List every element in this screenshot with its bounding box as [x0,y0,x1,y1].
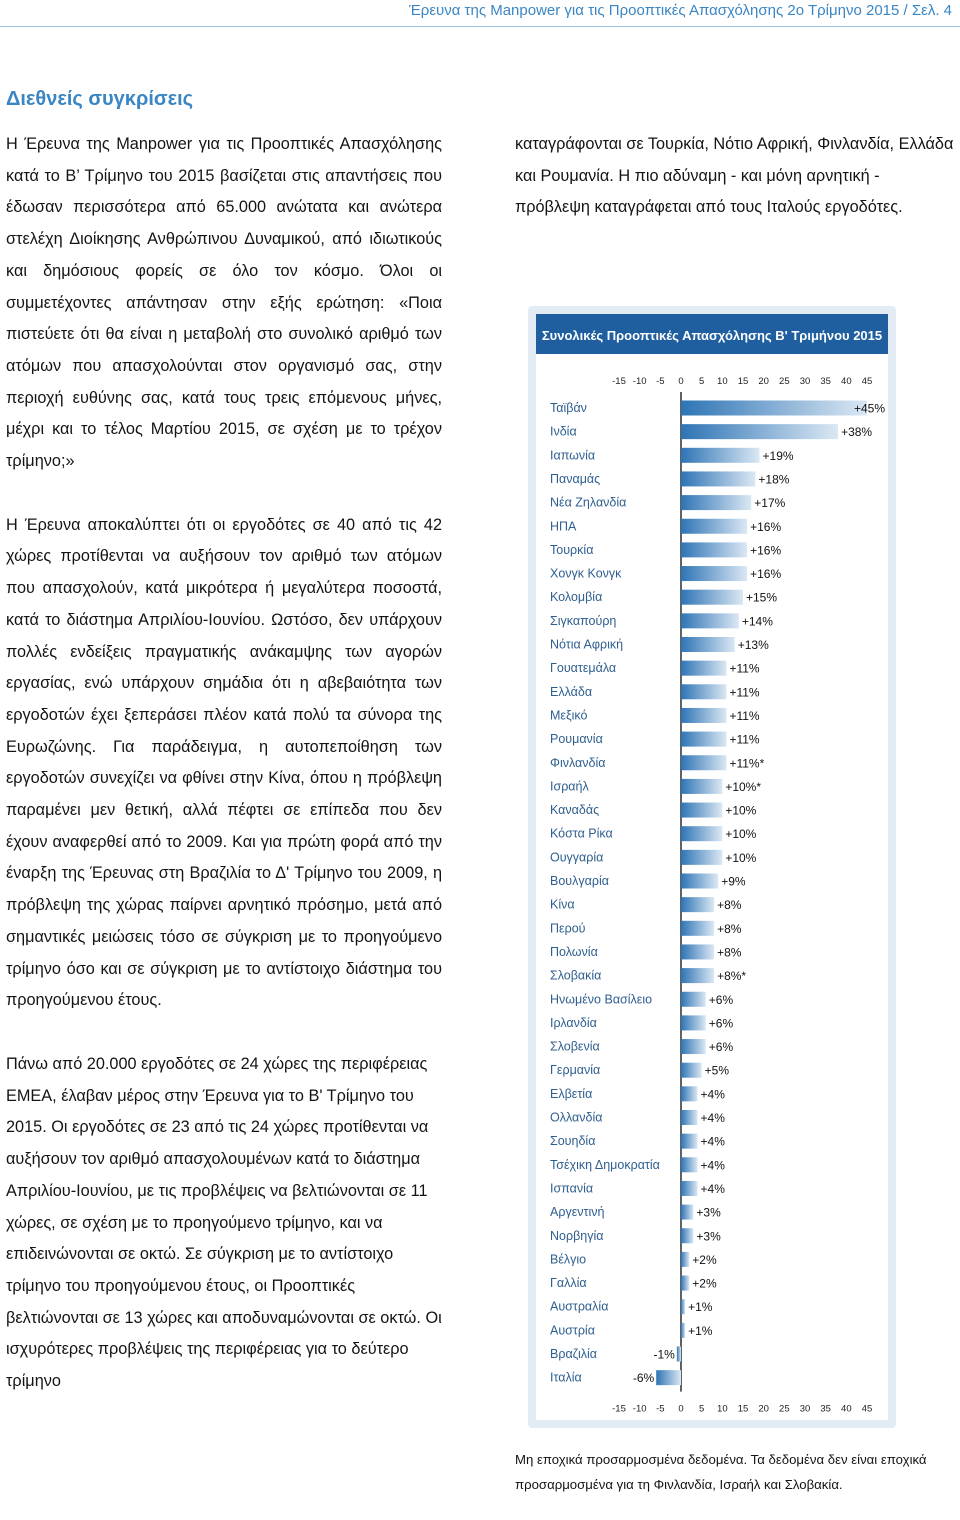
country-label: Ινδία [550,424,577,439]
country-label: Ρουμανία [550,732,603,747]
country-label: Νέα Ζηλανδία [550,495,627,510]
bar [681,566,747,581]
country-label: Κολομβία [550,590,603,605]
chart-row [550,897,742,912]
chart-row [550,661,760,676]
top-axis-tick-label: 15 [737,376,749,387]
bar [681,708,726,723]
value-label: +3% [696,1205,721,1220]
country-label: Κίνα [550,897,575,912]
value-label: +2% [692,1252,717,1267]
country-label: Σιγκαπούρη [550,613,617,628]
value-label: +9% [721,874,746,889]
value-label: +1% [688,1300,713,1315]
bar [677,1347,681,1362]
country-label: Μεξικό [550,708,588,723]
chart-row [550,401,885,416]
value-label: +4% [700,1158,725,1173]
chart-row [550,613,773,628]
bar [681,850,722,865]
bottom-axis-tick-label: 15 [737,1403,749,1415]
bar [681,992,706,1007]
top-axis-tick-label: 0 [678,376,684,387]
value-label: +19% [762,448,794,463]
value-label: +16% [750,567,782,582]
bar [681,684,726,699]
chart-row [550,732,760,747]
bar [681,732,726,747]
country-label: Βέλγιο [550,1252,587,1267]
bar [681,1039,706,1054]
value-label: +16% [750,543,782,558]
chart-row [550,566,781,581]
chart-frame [528,306,896,1428]
chart-row [550,779,761,794]
country-label: Αυστραλία [550,1299,609,1314]
value-label: -1% [653,1347,675,1362]
country-label: Ιταλία [550,1370,582,1385]
bar [681,542,747,557]
chart-row [550,495,786,510]
country-label: Σουηδία [550,1134,596,1149]
country-label: Ταϊβάν [550,401,587,415]
country-label: Ολλανδία [550,1110,603,1125]
bar [681,613,739,628]
value-label: +4% [700,1111,725,1125]
value-label: +5% [704,1063,730,1078]
country-label: Σλοβακία [550,968,602,983]
bar [681,471,755,486]
value-label: +11% [729,708,760,723]
bar [681,897,714,912]
section-title: Διεθνείς συγκρίσεις [6,88,194,110]
country-label: Ουγγαρία [550,850,604,865]
bar [681,1086,698,1101]
chart-row [550,826,757,841]
bar [681,968,714,983]
bottom-axis-tick-label: 25 [779,1403,790,1415]
chart-row [550,1015,733,1030]
country-label: Τσέχικη Δημοκρατία [550,1157,660,1172]
bar [681,1015,706,1030]
country-label: Ισραήλ [550,779,589,794]
country-label: Γουατεμάλα [550,661,617,676]
bar [681,921,714,936]
value-label: +4% [700,1087,725,1102]
value-label: +6% [708,1016,734,1031]
value-label: +10% [725,850,757,865]
page-header [409,2,952,19]
bar [681,1157,698,1172]
country-label: Κόστα Ρίκα [550,826,613,841]
axis-bottom [612,1404,872,1415]
bottom-axis-tick-label: 0 [678,1403,684,1415]
country-label: Βραζιλία [550,1347,597,1361]
right-column [515,129,955,224]
chart-row [550,1157,725,1172]
top-axis-tick-label: 45 [861,376,873,387]
bottom-axis-tick-label: 5 [699,1403,705,1415]
value-label: +11% [729,661,760,676]
country-label: Φινλανδία [550,755,606,770]
bottom-axis-tick-label: -15 [612,1403,626,1415]
employment-outlook-chart [536,314,888,1420]
value-label: +11% [729,732,760,747]
country-label: Σλοβενία [550,1039,600,1054]
chart-row [550,708,760,723]
value-label: +8% [717,898,742,913]
bar [656,1370,681,1385]
chart-row [550,590,777,605]
country-label: Ηνωμένο Βασίλειο [550,992,653,1007]
chart-row [550,1299,713,1314]
chart-row [550,755,765,770]
country-label: Καναδάς [550,803,600,818]
bar [681,779,722,794]
header-divider [0,26,960,27]
country-label: Γερμανία [550,1063,601,1078]
value-label: +16% [750,519,782,534]
value-label: +11% [729,685,760,700]
value-label: +6% [708,992,734,1007]
value-label: +13% [737,638,769,652]
chart-row [550,992,733,1007]
bar [681,755,726,770]
axis-top [612,376,872,387]
bar [681,1205,693,1220]
country-label: Χονγκ Κονγκ [550,566,622,581]
country-label: Βουλγαρία [550,874,609,888]
chart-row [550,1181,725,1196]
top-axis-tick-label: 25 [779,376,790,387]
chart-row [550,471,790,486]
chart-row [550,850,757,865]
header-text: Έρευνα της Manpower για τις Προοπτικές Απασχόλησης 2ο Τρίμηνο 2015 / Σελ. 4 [409,2,952,19]
value-label: +8% [717,945,742,960]
value-label: +4% [700,1181,725,1196]
country-label: Τουρκία [550,542,594,557]
bar [681,424,838,439]
bar [681,519,747,534]
bar [681,1252,689,1267]
bar [681,944,714,959]
value-label: +14% [741,614,773,629]
country-label: Ιαπωνία [550,448,596,463]
bottom-axis-tick-label: 10 [717,1403,728,1415]
chart-row [550,637,769,652]
country-label: Παναμάς [550,471,601,486]
chart-row [550,519,781,534]
value-label: +10%* [725,779,762,794]
value-label: +3% [696,1229,721,1244]
country-label: Πολωνία [550,944,598,959]
chart-row [550,1276,717,1291]
chart-row [550,684,760,699]
value-label: +11%* [729,756,765,771]
value-label: +45% [853,401,885,416]
chart-row [550,1086,725,1101]
chart-row [550,1252,717,1267]
bar [681,401,867,416]
value-label: +38% [841,425,873,440]
chart-row [550,424,872,439]
bar [681,1063,702,1078]
bar [681,1110,698,1125]
country-label: Αργεντινή [550,1205,605,1220]
paragraph-1: Η Έρευνα της Manpower για τις Προοπτικές Απασχόλησης κατά το Β’ Τρίμηνο του 2015 βασίζεται στις απαντήσεις που έδωσαν περισσότερα από 65.000 ανώτατα και ανώτερα στελέχη Διοίκησης Ανθρώπινου Δυναμικού, από ιδιωτικούς και δημόσιους φορείς σε όλο τον κόσμο. Όλοι οι συμμετέχοντες απάντησαν στην εξής ερώτηση: «Ποια πιστεύετε ότι θα είναι η μεταβολή στο συνολικό αριθμό των ατόμων που απασχολούνται στον οργανισμό σας, στην περιοχή ευθύνης σας, κατά τους τρεις επόμενους μήνες, μέχρι και το τέλος Μαρτίου 2015, σε σχέση με το τρέχον τρίμηνο;» [6,135,442,471]
value-label: +10% [725,803,757,818]
bottom-axis-tick-label: 45 [861,1403,873,1415]
country-label: Αυστρία [550,1323,595,1338]
bottom-axis-tick-label: 35 [820,1403,831,1415]
bottom-axis-tick-label: 40 [841,1403,852,1415]
bar [681,1134,698,1149]
chart-row [550,803,757,818]
value-label: +1% [688,1323,713,1338]
bar [681,826,722,841]
bar [681,1276,689,1291]
bottom-axis-tick-label: 20 [758,1403,769,1415]
chart-row [550,921,742,936]
value-label: +4% [700,1134,725,1149]
bar [681,448,760,463]
chart-row [550,1110,725,1125]
top-axis-tick-label: 10 [717,376,728,387]
chart-row [550,874,746,889]
chart-row [550,1370,681,1385]
chart-row [550,968,746,983]
value-label: +6% [708,1040,734,1055]
bottom-axis-tick-label: -5 [656,1403,665,1415]
value-label: +10% [725,827,757,842]
chart-title: Συνολικές Προοπτικές Απασχόλησης Β' Τριμήνου 2015 [541,328,883,343]
top-axis-tick-label: 5 [699,376,705,387]
paragraph-3: Πάνω από 20.000 εργοδότες σε 24 χώρες της περιφέρειας ΕΜΕΑ, έλαβαν μέρος στην Έρευνα για το Β' Τρίμηνο του 2015. Οι εργοδότες σε 23 από τις 24 χώρες προτίθενται να αυξήσουν τον αριθμό απασχολουμένων κατά το διάστημα Απριλίου-Ιουνίου, με τις προβλέψεις να βελτιώνονται σε 11 χώρες, σε σχέση με το προηγούμενο τρίμηνο, και να επιδεινώνονται σε οκτώ. Σε σύγκριση με το αντίστοιχο τρίμηνο του προηγούμενου έτους, οι Προοπτικές βελτιώνονται σε 13 χώρες και αποδυναμώνονται σε οκτώ. Οι ισχυρότερες προβλέψεις της περιφέρειας για το δεύτερο τρίμηνο [6,1054,442,1391]
chart-rows [550,401,885,1386]
bottom-axis-tick-label: 30 [799,1403,811,1415]
bar [681,1299,685,1314]
country-label: Ελβετία [550,1086,593,1101]
country-label: Περού [550,921,586,936]
chart-row [550,1063,729,1078]
chart-row [550,448,794,463]
top-axis-tick-label: 40 [841,376,852,387]
chart-row [550,944,742,959]
chart-row [550,542,781,557]
country-label: Ελλάδα [550,684,593,699]
paragraph-right-1: καταγράφονται σε Τουρκία, Νότιο Αφρική, Φινλανδία, Ελλάδα και Ρουμανία. Η πιο αδύναμη - και μόνη αρνητική - πρόβλεψη καταγράφεται από τους Ιταλούς εργοδότες. [515,135,954,217]
country-label: Νότια Αφρική [550,637,624,652]
left-column [6,129,442,1430]
top-axis-tick-label: 30 [799,376,811,387]
bar [681,637,735,652]
value-label: +8% [717,921,742,936]
value-label: +8%* [717,969,747,984]
bar [681,1228,693,1243]
bar [681,1323,685,1338]
top-axis-tick-label: 35 [820,376,831,387]
chart-row [550,1323,713,1338]
country-label: Νορβηγία [550,1228,604,1243]
country-label: Γαλλία [550,1276,587,1291]
top-axis-tick-label: -15 [612,376,626,387]
bar [681,1181,698,1196]
bottom-axis-tick-label: -10 [632,1403,647,1415]
country-label: Ισπανία [550,1181,594,1196]
footnote-text: Μη εποχικά προσαρμοσμένα δεδομένα. Τα δεδομένα δεν είναι εποχικά προσαρμοσμένα για τη Φινλανδία, Ισραήλ και Σλοβακία. [515,1452,927,1492]
value-label: +2% [692,1276,717,1291]
paragraph-2: Η Έρευνα αποκαλύπτει ότι οι εργοδότες σε 40 από τις 42 χώρες προτίθενται να αυξήσουν τον αριθμό των ατόμων που απασχολούν, κατά μικρότερα ή μεγαλύτερα ποσοστά, κατά το διάστημα Απριλίου-Ιουνίου. Ωστόσο, δεν υπάρχουν πολλές ενδείξεις πραγματικής ανάκαμψης των αγορών εργασίας, ενώ υπάρχουν σημάδια ότι η αβεβαιότητα των εργοδοτών έχει ξεπεράσει πλέον κατά πολύ τα σύνορα της Ευρωζώνης. Για παράδειγμα, η αυτοπεποίθηση των εργοδοτών συνεχίζει να φθίνει στην Κίνα, όπου η πρόβλεψη παραμένει μεν θετική, αλλά πέφτει σε επίπεδα που δεν έχουν αναφερθεί από το 2009. Και για πρώτη φορά από την έναρξη της Έρευνας στη Βραζιλία το Δ' Τρίμηνο του 2009, η πρόβλεψη της χώρας παίρνει αρνητικό πρόσημο, μετά από σημαντικές μειώσεις τόσο σε σύγκριση με το προηγούμενο τρίμηνο όσο και σε σύγκριση με το αντίστοιχο διάστημα του προηγούμενου έτους. [6,515,442,1010]
country-label: ΗΠΑ [550,519,577,534]
bar [681,803,722,818]
country-label: Ιρλανδία [550,1015,597,1030]
chart-row [550,1039,733,1054]
top-axis-tick-label: -10 [632,376,647,387]
bar [681,590,743,605]
bar [681,874,718,889]
chart-row [550,1228,721,1243]
value-label: +17% [754,496,786,511]
bar [681,495,751,510]
chart-row [550,1134,725,1149]
value-label: -6% [632,1371,655,1386]
chart-row [550,1205,721,1220]
value-label: +18% [758,472,790,487]
top-axis-tick-label: -5 [656,376,665,387]
bar [681,661,726,676]
value-label: +15% [746,590,778,605]
chart-row [550,1347,681,1362]
top-axis-tick-label: 20 [758,376,769,387]
chart-footnote [515,1447,955,1497]
